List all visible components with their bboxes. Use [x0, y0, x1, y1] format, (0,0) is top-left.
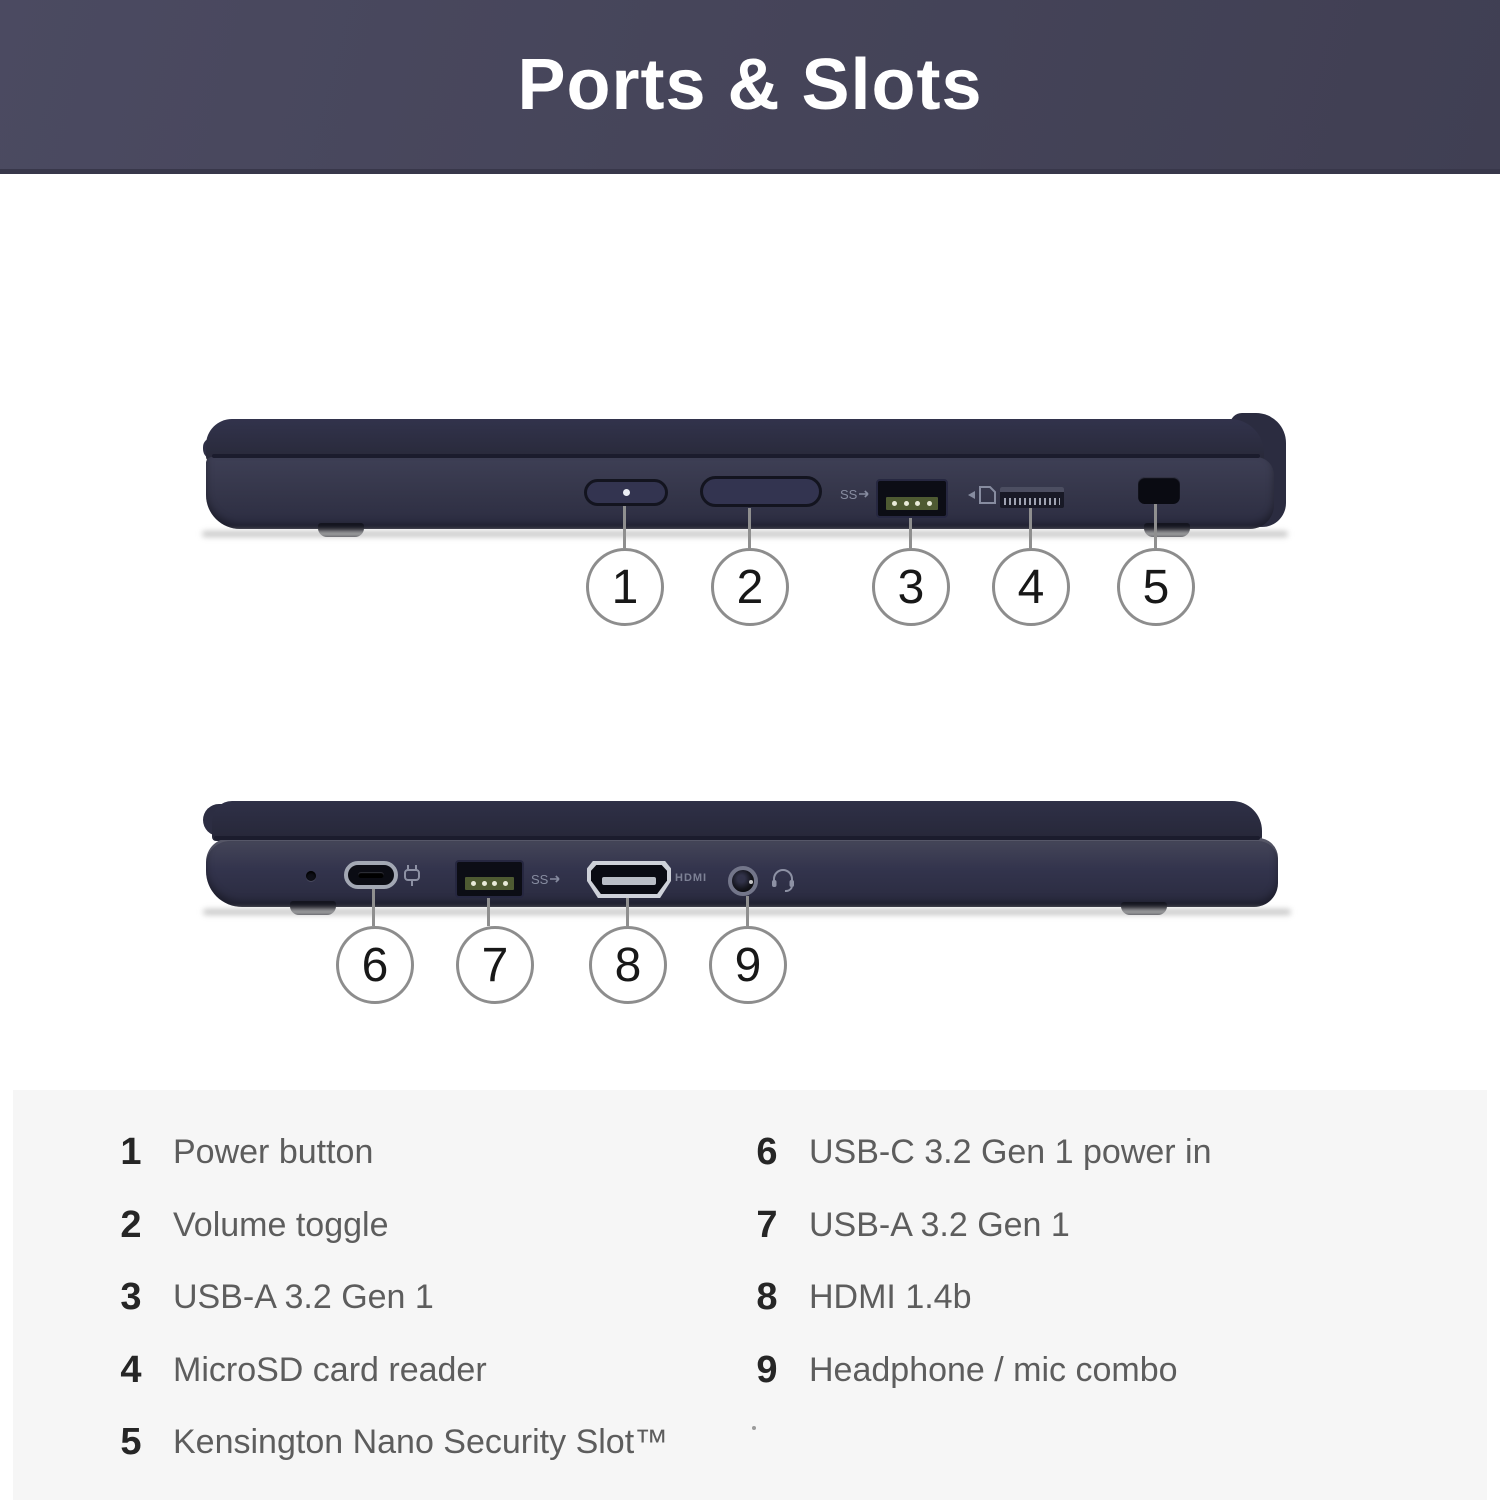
callout-circle-4	[992, 548, 1070, 626]
legend-number: 1	[120, 1130, 142, 1173]
legend-item-4	[109, 1347, 487, 1393]
usb-c-port	[344, 861, 398, 889]
callout-circle-8	[589, 926, 667, 1004]
callout-line-8	[626, 898, 629, 926]
usb-a-port	[455, 860, 524, 898]
legend-number: 6	[756, 1130, 778, 1173]
legend-label: Power button	[173, 1132, 374, 1171]
callout-number: 3	[897, 560, 925, 614]
laptop-lid	[212, 801, 1262, 841]
legend-item-3	[109, 1274, 434, 1320]
callout-line-7	[487, 898, 490, 926]
volume-toggle	[700, 476, 822, 507]
legend-item-7	[745, 1202, 1070, 1248]
callout-line-3	[909, 518, 912, 548]
callout-line-1	[623, 506, 626, 548]
callout-number: 7	[481, 938, 509, 992]
microsd-slot-ridge	[1000, 487, 1064, 492]
hdmi-slot-bar	[602, 877, 656, 885]
microsd-slot-teeth	[1004, 498, 1060, 505]
legend-label: Kensington Nano Security Slot™	[173, 1422, 669, 1461]
svg-text:SS: SS	[531, 872, 549, 887]
usb3-ss-icon	[531, 871, 563, 887]
power-led-dot	[623, 489, 630, 496]
legend-item-5	[109, 1419, 668, 1465]
callout-number: 1	[611, 560, 639, 614]
callout-number: 6	[361, 938, 389, 992]
callout-number: 8	[614, 938, 642, 992]
legend-label: Volume toggle	[173, 1205, 389, 1244]
headphone-jack	[728, 866, 758, 896]
usb-a-tongue	[465, 877, 514, 890]
callout-number: 2	[736, 560, 764, 614]
stray-period-artifact	[752, 1426, 756, 1430]
legend-item-9	[745, 1347, 1178, 1393]
headset-icon	[770, 867, 796, 892]
usb-a-port	[876, 479, 948, 518]
usb3-ss-icon	[840, 486, 872, 502]
microsd-slot	[1000, 487, 1064, 508]
legend-label: MicroSD card reader	[173, 1350, 487, 1389]
hdmi-label: HDMI	[675, 872, 708, 884]
legend-label: USB-C 3.2 Gen 1 power in	[809, 1132, 1212, 1171]
ground-shadow	[202, 531, 1288, 537]
kensington-lock-slot	[1138, 477, 1180, 504]
svg-text:SS: SS	[840, 487, 858, 502]
legend-label: Headphone / mic combo	[809, 1350, 1178, 1389]
legend-number: 9	[756, 1348, 778, 1391]
legend-number: 7	[756, 1203, 778, 1246]
callout-line-9	[746, 896, 749, 926]
legend-item-6	[745, 1129, 1212, 1175]
callout-number: 4	[1017, 560, 1045, 614]
callout-line-5	[1154, 504, 1157, 548]
callout-circle-7	[456, 926, 534, 1004]
power-in-icon	[402, 864, 422, 888]
reset-pinhole	[306, 871, 316, 881]
legend-number: 3	[120, 1275, 142, 1318]
power-button	[584, 479, 668, 506]
sd-card-icon	[966, 483, 998, 507]
legend-panel	[13, 1090, 1487, 1500]
legend-number: 4	[120, 1348, 142, 1391]
usb-a-tongue	[886, 497, 938, 510]
callout-circle-3	[872, 548, 950, 626]
legend-label: HDMI 1.4b	[809, 1277, 972, 1316]
laptop-seam	[212, 454, 1260, 458]
callout-line-4	[1029, 508, 1032, 548]
legend-label: USB-A 3.2 Gen 1	[809, 1205, 1070, 1244]
legend-number: 8	[756, 1275, 778, 1318]
callout-circle-1	[586, 548, 664, 626]
callout-line-6	[372, 889, 375, 926]
callout-circle-9	[709, 926, 787, 1004]
legend-item-8	[745, 1274, 972, 1320]
callout-circle-2	[711, 548, 789, 626]
legend-number: 5	[120, 1420, 142, 1463]
page-title: Ports & Slots	[517, 44, 983, 125]
legend-label: USB-A 3.2 Gen 1	[173, 1277, 434, 1316]
legend-number: 2	[120, 1203, 142, 1246]
legend-item-2	[109, 1202, 389, 1248]
callout-number: 5	[1142, 560, 1170, 614]
laptop-seam	[214, 836, 1260, 840]
callout-line-2	[748, 508, 751, 548]
callout-number: 9	[734, 938, 762, 992]
usb-c-slot	[358, 872, 384, 878]
header-banner	[0, 0, 1500, 174]
callout-circle-6	[336, 926, 414, 1004]
legend-item-1	[109, 1129, 373, 1175]
callout-circle-5	[1117, 548, 1195, 626]
hdmi-port	[587, 861, 671, 898]
